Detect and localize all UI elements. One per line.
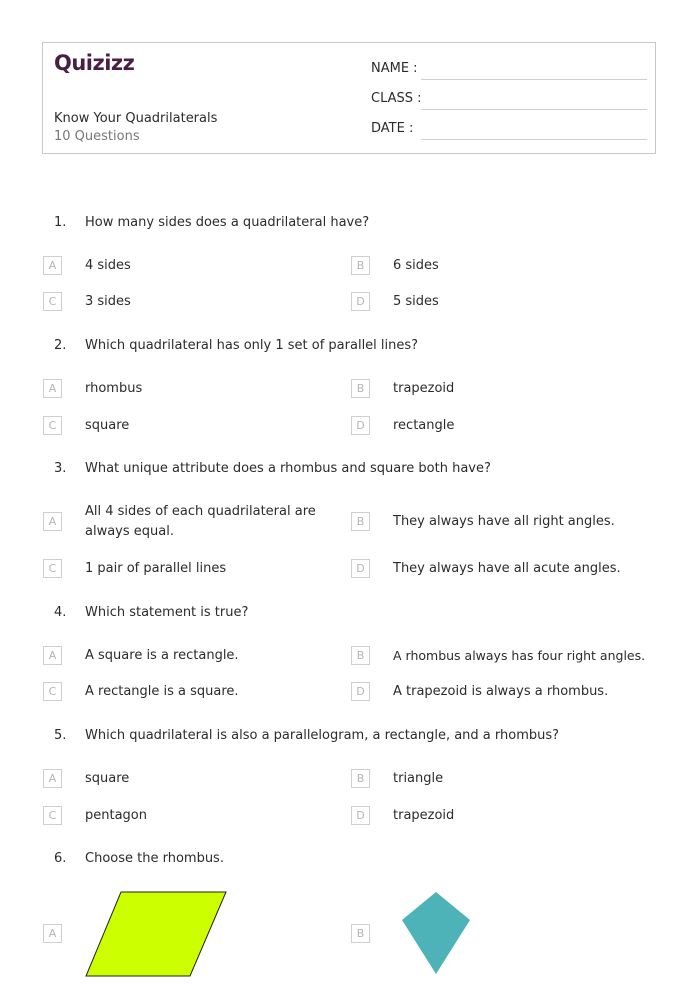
option-a-box[interactable]: A [43, 924, 62, 943]
option-d-text: They always have all acute angles. [393, 561, 621, 576]
parallelogram-image[interactable] [84, 890, 228, 978]
option-c-text: 1 pair of parallel lines [85, 561, 227, 576]
option-b-text: 6 sides [393, 258, 439, 273]
option-a-box[interactable]: A [43, 769, 62, 788]
option-d-box[interactable]: D [351, 806, 370, 825]
option-d-text: rectangle [393, 418, 455, 433]
option-c-box[interactable]: C [43, 806, 62, 825]
option-b-text: trapezoid [393, 381, 455, 396]
option-c-box[interactable]: C [43, 682, 62, 701]
option-b-box[interactable]: B [351, 379, 370, 398]
option-b-box[interactable]: B [351, 769, 370, 788]
option-a-text: square [85, 771, 130, 786]
option-c-text: A rectangle is a square. [85, 684, 239, 699]
option-d-box[interactable]: D [351, 682, 370, 701]
question-text: Which quadrilateral has only 1 set of parallel lines? [85, 338, 419, 353]
question-text: How many sides does a quadrilateral have? [85, 215, 370, 230]
option-d-text: trapezoid [393, 808, 455, 823]
option-b-box[interactable]: B [351, 646, 370, 665]
option-a-text: A square is a rectangle. [85, 648, 239, 663]
class-label: CLASS : [371, 91, 422, 106]
worksheet-title: Know Your Quadrilaterals [54, 111, 218, 126]
question-text: Which statement is true? [85, 605, 249, 620]
option-a-box[interactable]: A [43, 646, 62, 665]
option-d-box[interactable]: D [351, 416, 370, 435]
option-c-text: 3 sides [85, 294, 131, 309]
option-c-box[interactable]: C [43, 292, 62, 311]
option-c-text: pentagon [85, 808, 147, 823]
question-number: 5. [54, 728, 67, 743]
worksheet-header [42, 42, 656, 154]
kite-image[interactable] [400, 890, 472, 976]
option-a-box[interactable]: A [43, 379, 62, 398]
option-b-text: A rhombus always has four right angles. [393, 648, 646, 663]
option-b-text: triangle [393, 771, 444, 786]
option-d-box[interactable]: D [351, 559, 370, 578]
question-count: 10 Questions [54, 129, 140, 144]
parallelogram-shape [86, 892, 226, 976]
question-number: 1. [54, 215, 67, 230]
option-a-text: 4 sides [85, 258, 131, 273]
option-b-text: They always have all right angles. [393, 514, 615, 529]
question-number: 4. [54, 605, 67, 620]
date-field[interactable] [421, 139, 647, 140]
option-a-text: All 4 sides of each quadrilateral are always equal. [85, 504, 316, 539]
question-text: Choose the rhombus. [85, 851, 224, 866]
quizizz-logo: Quizizz [54, 51, 135, 75]
option-d-text: 5 sides [393, 294, 439, 309]
question-number: 3. [54, 461, 67, 476]
name-label: NAME : [371, 61, 418, 76]
option-c-text: square [85, 418, 130, 433]
name-field[interactable] [421, 79, 647, 80]
option-b-box[interactable]: B [351, 512, 370, 531]
option-a-box[interactable]: A [43, 512, 62, 531]
option-b-box[interactable]: B [351, 256, 370, 275]
date-label: DATE : [371, 121, 414, 136]
option-a-box[interactable]: A [43, 256, 62, 275]
option-c-box[interactable]: C [43, 559, 62, 578]
question-number: 2. [54, 338, 67, 353]
kite-shape [402, 892, 470, 974]
option-d-text: A trapezoid is always a rhombus. [393, 684, 609, 699]
question-text: Which quadrilateral is also a parallelogram, a rectangle, and a rhombus? [85, 728, 560, 743]
class-field[interactable] [421, 109, 647, 110]
question-number: 6. [54, 851, 67, 866]
option-a-text: rhombus [85, 381, 143, 396]
option-b-box[interactable]: B [351, 924, 370, 943]
question-text: What unique attribute does a rhombus and square both have? [85, 461, 491, 476]
option-d-box[interactable]: D [351, 292, 370, 311]
option-c-box[interactable]: C [43, 416, 62, 435]
